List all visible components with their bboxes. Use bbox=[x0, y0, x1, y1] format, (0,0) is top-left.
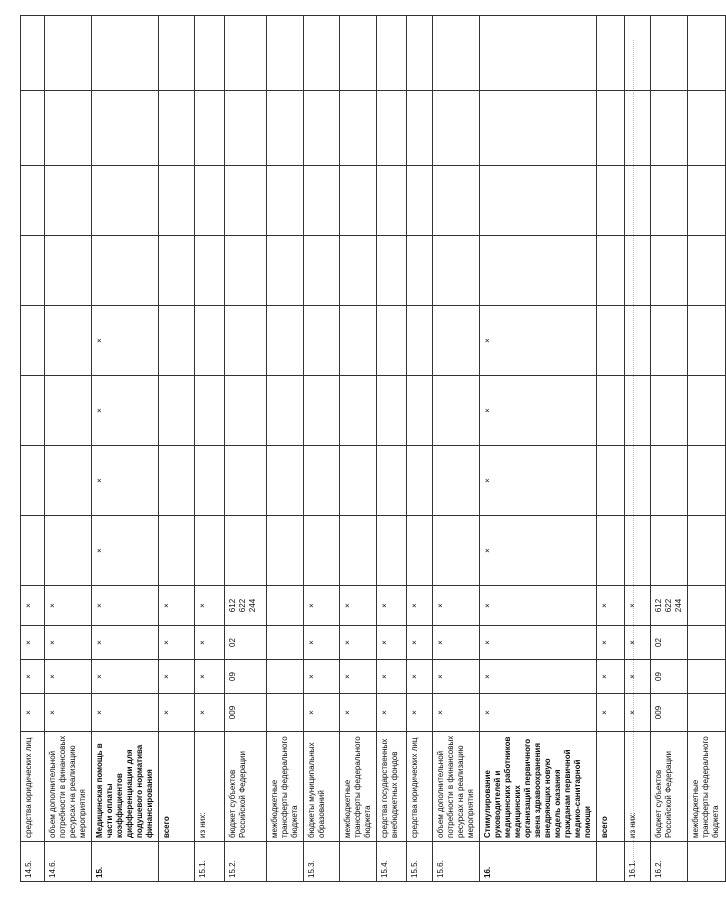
empty-cell bbox=[92, 16, 159, 91]
code-cell: × bbox=[407, 660, 433, 694]
value-cell bbox=[688, 166, 726, 236]
value-cell bbox=[407, 236, 433, 306]
code-cell: × bbox=[625, 660, 651, 694]
row-number-cell bbox=[597, 842, 625, 882]
row-number-cell: 15.4. bbox=[377, 842, 407, 882]
code-cell: × bbox=[625, 694, 651, 732]
table-row bbox=[267, 16, 304, 882]
code-cell: × bbox=[433, 694, 480, 732]
value-cell bbox=[625, 516, 651, 586]
table-row bbox=[407, 16, 433, 882]
value-cell bbox=[377, 166, 407, 236]
empty-cell bbox=[225, 16, 267, 91]
row-number-cell: 15. bbox=[92, 842, 159, 882]
value-cell bbox=[407, 446, 433, 516]
empty-cell bbox=[597, 91, 625, 166]
code-cell: × bbox=[597, 586, 625, 626]
code-cell: × bbox=[21, 660, 45, 694]
value-cell bbox=[304, 446, 340, 516]
code-cell: × bbox=[480, 694, 597, 732]
value-cell bbox=[688, 516, 726, 586]
code-cell: × bbox=[377, 694, 407, 732]
row-label-cell: межбюджетные трансферты федерального бюджета bbox=[267, 732, 304, 842]
code-cell: × bbox=[407, 694, 433, 732]
value-cell bbox=[340, 236, 377, 306]
empty-cell bbox=[92, 91, 159, 166]
value-cell bbox=[195, 446, 225, 516]
code-cell: × bbox=[21, 694, 45, 732]
code-cell: × bbox=[304, 660, 340, 694]
table-row bbox=[433, 16, 480, 882]
value-cell bbox=[45, 166, 92, 236]
value-cell bbox=[225, 306, 267, 376]
value-cell bbox=[597, 516, 625, 586]
value-cell bbox=[92, 166, 159, 236]
code-cell: × bbox=[597, 660, 625, 694]
code-cell bbox=[688, 586, 726, 626]
value-cell bbox=[340, 166, 377, 236]
code-cell: × bbox=[159, 694, 195, 732]
value-cell bbox=[304, 516, 340, 586]
code-cell: × bbox=[92, 626, 159, 660]
value-cell bbox=[688, 376, 726, 446]
code-cell: × bbox=[377, 626, 407, 660]
code-cell: × bbox=[433, 586, 480, 626]
value-cell bbox=[159, 236, 195, 306]
value-cell bbox=[21, 306, 45, 376]
table-row bbox=[597, 16, 625, 882]
value-cell bbox=[45, 236, 92, 306]
value-cell: × bbox=[92, 306, 159, 376]
table-row bbox=[651, 16, 688, 882]
code-cell: × bbox=[377, 586, 407, 626]
value-cell bbox=[304, 236, 340, 306]
value-cell: × bbox=[480, 306, 597, 376]
code-cell bbox=[688, 660, 726, 694]
row-number-cell: 15.2. bbox=[225, 842, 267, 882]
empty-cell bbox=[597, 16, 625, 91]
code-cell: × bbox=[433, 660, 480, 694]
code-cell: × bbox=[304, 626, 340, 660]
code-cell: × bbox=[340, 626, 377, 660]
code-cell: × bbox=[407, 586, 433, 626]
value-cell bbox=[159, 446, 195, 516]
value-cell bbox=[45, 376, 92, 446]
row-number-cell bbox=[267, 842, 304, 882]
code-cell: 009 bbox=[651, 694, 688, 732]
empty-cell bbox=[340, 16, 377, 91]
value-cell: × bbox=[480, 376, 597, 446]
code-cell: 02 bbox=[651, 626, 688, 660]
value-cell bbox=[267, 166, 304, 236]
row-number-cell bbox=[688, 842, 726, 882]
value-cell: × bbox=[480, 516, 597, 586]
value-cell bbox=[21, 236, 45, 306]
value-cell bbox=[377, 306, 407, 376]
value-cell: × bbox=[92, 516, 159, 586]
row-number-cell: 15.6. bbox=[433, 842, 480, 882]
empty-cell bbox=[195, 16, 225, 91]
code-cell: 009 bbox=[225, 694, 267, 732]
code-cell bbox=[267, 694, 304, 732]
row-label-cell: всего bbox=[159, 732, 195, 842]
code-cell: × bbox=[340, 586, 377, 626]
row-label-cell: бюджет субъектов Российской Федерации bbox=[651, 732, 688, 842]
empty-cell bbox=[651, 16, 688, 91]
code-cell: × bbox=[340, 694, 377, 732]
value-cell bbox=[195, 166, 225, 236]
code-cell: × bbox=[159, 660, 195, 694]
empty-cell bbox=[688, 91, 726, 166]
value-cell bbox=[377, 446, 407, 516]
empty-cell bbox=[625, 91, 651, 166]
value-cell bbox=[597, 446, 625, 516]
value-cell bbox=[651, 446, 688, 516]
code-cell: × bbox=[407, 626, 433, 660]
value-cell bbox=[651, 166, 688, 236]
rotated-table-wrapper bbox=[20, 16, 720, 882]
empty-cell bbox=[377, 91, 407, 166]
value-cell bbox=[433, 306, 480, 376]
table-row bbox=[340, 16, 377, 882]
code-cell: 09 bbox=[225, 660, 267, 694]
empty-cell bbox=[480, 16, 597, 91]
code-cell: × bbox=[159, 586, 195, 626]
code-cell: × bbox=[92, 660, 159, 694]
value-cell bbox=[651, 516, 688, 586]
row-label-cell: межбюджетные трансферты федерального бюджета bbox=[688, 732, 726, 842]
code-cell: × bbox=[45, 626, 92, 660]
code-cell: × bbox=[625, 626, 651, 660]
code-cell: × bbox=[195, 586, 225, 626]
row-number-cell: 16. bbox=[480, 842, 597, 882]
table-row bbox=[45, 16, 92, 882]
code-cell: 612 622 244 bbox=[651, 586, 688, 626]
code-cell: × bbox=[377, 660, 407, 694]
code-cell: 612 622 244 bbox=[225, 586, 267, 626]
code-cell: × bbox=[92, 586, 159, 626]
empty-cell bbox=[304, 16, 340, 91]
code-cell: × bbox=[195, 660, 225, 694]
value-cell bbox=[597, 376, 625, 446]
value-cell bbox=[407, 376, 433, 446]
row-label-cell: из них: bbox=[195, 732, 225, 842]
code-cell: × bbox=[340, 660, 377, 694]
value-cell bbox=[433, 446, 480, 516]
value-cell bbox=[21, 446, 45, 516]
value-cell bbox=[625, 166, 651, 236]
value-cell bbox=[267, 236, 304, 306]
code-cell: × bbox=[45, 586, 92, 626]
empty-cell bbox=[21, 91, 45, 166]
value-cell bbox=[480, 166, 597, 236]
row-label-cell: из них: bbox=[625, 732, 651, 842]
value-cell bbox=[45, 516, 92, 586]
value-cell bbox=[340, 376, 377, 446]
code-cell: 09 bbox=[651, 660, 688, 694]
value-cell bbox=[21, 166, 45, 236]
value-cell bbox=[340, 306, 377, 376]
empty-cell bbox=[267, 91, 304, 166]
code-cell bbox=[267, 660, 304, 694]
code-cell: × bbox=[195, 626, 225, 660]
code-cell: × bbox=[45, 660, 92, 694]
empty-cell bbox=[433, 91, 480, 166]
value-cell bbox=[225, 236, 267, 306]
empty-cell bbox=[21, 16, 45, 91]
code-cell: × bbox=[304, 694, 340, 732]
value-cell bbox=[625, 306, 651, 376]
table-row bbox=[625, 16, 651, 882]
value-cell bbox=[377, 376, 407, 446]
value-cell bbox=[225, 166, 267, 236]
value-cell bbox=[625, 236, 651, 306]
value-cell bbox=[407, 166, 433, 236]
row-number-cell: 16.2. bbox=[651, 842, 688, 882]
code-cell: × bbox=[21, 586, 45, 626]
row-label-cell: средства юридических лиц bbox=[21, 732, 45, 842]
empty-cell bbox=[159, 91, 195, 166]
value-cell bbox=[625, 376, 651, 446]
value-cell bbox=[433, 376, 480, 446]
table-row bbox=[377, 16, 407, 882]
value-cell bbox=[45, 306, 92, 376]
code-cell: × bbox=[597, 694, 625, 732]
value-cell bbox=[195, 516, 225, 586]
row-number-cell: 15.1. bbox=[195, 842, 225, 882]
value-cell bbox=[195, 236, 225, 306]
code-cell: × bbox=[597, 626, 625, 660]
code-cell bbox=[688, 626, 726, 660]
row-label-cell: всего bbox=[597, 732, 625, 842]
value-cell: × bbox=[92, 446, 159, 516]
code-cell: × bbox=[480, 626, 597, 660]
table-row bbox=[225, 16, 267, 882]
code-cell: × bbox=[480, 660, 597, 694]
table-row bbox=[688, 16, 726, 882]
value-cell bbox=[597, 166, 625, 236]
value-cell bbox=[651, 306, 688, 376]
value-cell bbox=[651, 236, 688, 306]
value-cell bbox=[225, 376, 267, 446]
row-label-cell: межбюджетные трансферты федерального бюджета bbox=[340, 732, 377, 842]
empty-cell bbox=[651, 91, 688, 166]
table-row bbox=[21, 16, 45, 882]
empty-cell bbox=[340, 91, 377, 166]
empty-cell bbox=[45, 91, 92, 166]
value-cell bbox=[688, 306, 726, 376]
value-cell bbox=[159, 376, 195, 446]
row-label-cell: бюджеты муниципальных образований bbox=[304, 732, 340, 842]
value-cell bbox=[159, 306, 195, 376]
row-label-cell: Медицинская помощь в части оплаты коэффициентов дифференциации для подушевого норматива финансирования bbox=[92, 732, 159, 842]
value-cell bbox=[159, 516, 195, 586]
empty-cell bbox=[688, 16, 726, 91]
table-row bbox=[92, 16, 159, 882]
code-cell bbox=[267, 586, 304, 626]
value-cell bbox=[340, 446, 377, 516]
code-cell: × bbox=[45, 694, 92, 732]
value-cell bbox=[480, 236, 597, 306]
value-cell bbox=[433, 236, 480, 306]
row-number-cell: 15.5. bbox=[407, 842, 433, 882]
value-cell bbox=[225, 446, 267, 516]
table-body bbox=[21, 16, 726, 882]
code-cell bbox=[267, 626, 304, 660]
value-cell bbox=[688, 446, 726, 516]
empty-cell bbox=[267, 16, 304, 91]
value-cell bbox=[377, 236, 407, 306]
code-cell: × bbox=[92, 694, 159, 732]
value-cell bbox=[92, 236, 159, 306]
row-label-cell: бюджет субъектов Российской Федерации bbox=[225, 732, 267, 842]
code-cell: × bbox=[625, 586, 651, 626]
value-cell bbox=[159, 166, 195, 236]
row-label-cell: объем дополнительной потребности в финансовых ресурсах на реализацию мероприятия bbox=[45, 732, 92, 842]
row-number-cell: 15.3. bbox=[304, 842, 340, 882]
row-label-cell: средства юридических лиц bbox=[407, 732, 433, 842]
value-cell bbox=[407, 306, 433, 376]
table-row bbox=[195, 16, 225, 882]
value-cell bbox=[688, 236, 726, 306]
row-number-cell: 14.6. bbox=[45, 842, 92, 882]
value-cell bbox=[597, 236, 625, 306]
row-label-cell: Стимулирование руководителей и медицинских работников медицинских организаций первичного звена здравоохранения внедряющих новую модель оказания гражданам первичной медико-санитарной помощи bbox=[480, 732, 597, 842]
value-cell bbox=[625, 446, 651, 516]
empty-cell bbox=[304, 91, 340, 166]
row-number-cell bbox=[340, 842, 377, 882]
value-cell bbox=[267, 446, 304, 516]
value-cell bbox=[21, 376, 45, 446]
value-cell bbox=[433, 516, 480, 586]
code-cell: × bbox=[195, 694, 225, 732]
empty-cell bbox=[480, 91, 597, 166]
value-cell bbox=[21, 516, 45, 586]
empty-cell bbox=[45, 16, 92, 91]
value-cell bbox=[195, 376, 225, 446]
code-cell: × bbox=[21, 626, 45, 660]
budget-table bbox=[20, 15, 726, 882]
value-cell bbox=[304, 376, 340, 446]
empty-cell bbox=[407, 16, 433, 91]
value-cell bbox=[304, 306, 340, 376]
row-number-cell: 16.1. bbox=[625, 842, 651, 882]
table-row bbox=[159, 16, 195, 882]
empty-cell bbox=[377, 16, 407, 91]
value-cell bbox=[267, 516, 304, 586]
table-row bbox=[304, 16, 340, 882]
empty-cell bbox=[433, 16, 480, 91]
value-cell bbox=[267, 306, 304, 376]
code-cell: × bbox=[480, 586, 597, 626]
value-cell bbox=[377, 516, 407, 586]
row-label-cell: средства государственных внебюджетных фондов bbox=[377, 732, 407, 842]
value-cell: × bbox=[480, 446, 597, 516]
value-cell: × bbox=[92, 376, 159, 446]
value-cell bbox=[195, 306, 225, 376]
row-label-cell: объем дополнительной потребности в финансовых ресурсах на реализацию мероприятия bbox=[433, 732, 480, 842]
row-number-cell bbox=[159, 842, 195, 882]
empty-cell bbox=[407, 91, 433, 166]
table-row bbox=[480, 16, 597, 882]
row-number-cell: 14.5. bbox=[21, 842, 45, 882]
empty-cell bbox=[195, 91, 225, 166]
code-cell: × bbox=[159, 626, 195, 660]
code-cell: × bbox=[304, 586, 340, 626]
value-cell bbox=[407, 516, 433, 586]
value-cell bbox=[225, 516, 267, 586]
value-cell bbox=[45, 446, 92, 516]
value-cell bbox=[304, 166, 340, 236]
empty-cell bbox=[625, 16, 651, 91]
value-cell bbox=[340, 516, 377, 586]
value-cell bbox=[651, 376, 688, 446]
value-cell bbox=[267, 376, 304, 446]
code-cell: × bbox=[433, 626, 480, 660]
value-cell bbox=[433, 166, 480, 236]
code-cell bbox=[688, 694, 726, 732]
code-cell: 02 bbox=[225, 626, 267, 660]
empty-cell bbox=[159, 16, 195, 91]
empty-cell bbox=[225, 91, 267, 166]
value-cell bbox=[597, 306, 625, 376]
